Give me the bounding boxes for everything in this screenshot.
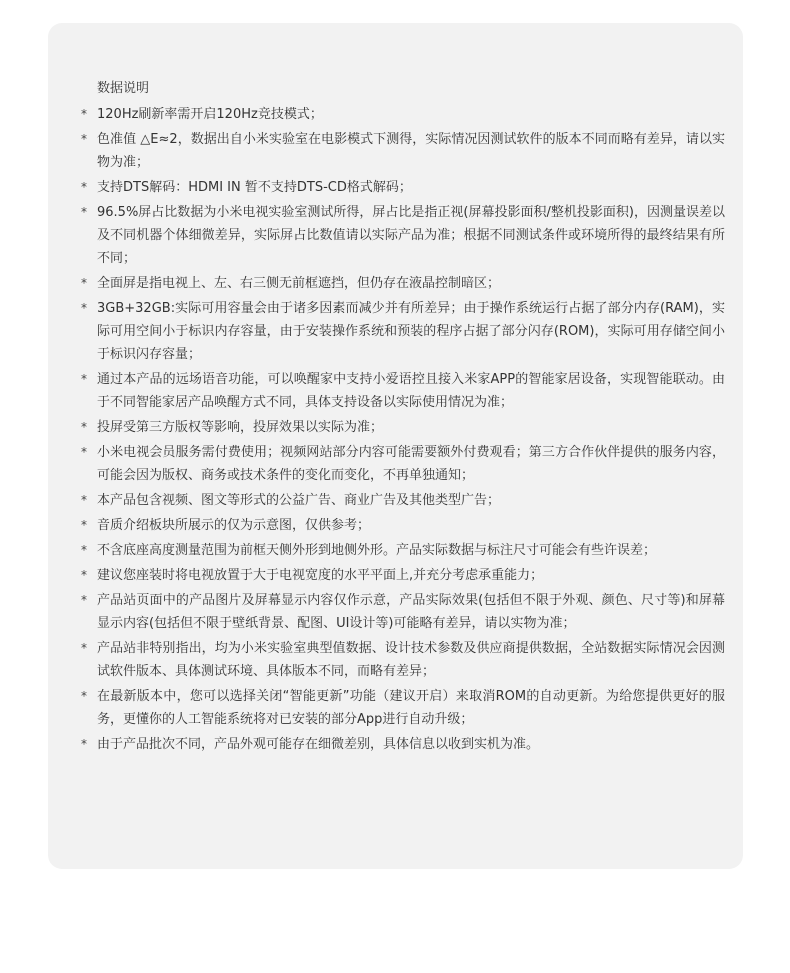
note-text: 产品站非特别指出，均为小米实验室典型值数据、设计技术参数及供应商提供数据，全站数据实际情况会因测试软件版本、具体测试环境、具体版本不同，而略有差异； — [97, 641, 725, 679]
bullet-asterisk: * — [81, 493, 87, 507]
note-item — [81, 103, 725, 126]
note-text: 产品站页面中的产品图片及屏幕显示内容仅作示意，产品实际效果(包括但不限于外观、颜色、尺寸等)和屏幕显示内容(包括但不限于壁纸背景、配图、UI设计等)可能略有差异，请以实物为准； — [97, 593, 725, 631]
note-text: 支持DTS解码：HDMI IN 暂不支持DTS-CD格式解码； — [97, 180, 412, 195]
bullet-asterisk: * — [81, 445, 87, 459]
note-item — [81, 176, 725, 199]
note-item — [81, 128, 725, 174]
note-item — [81, 637, 725, 683]
bullet-asterisk: * — [81, 641, 87, 655]
note-text: 投屏受第三方版权等影响，投屏效果以实际为准； — [97, 420, 384, 435]
notes-list — [81, 103, 725, 756]
bullet-asterisk: * — [81, 301, 87, 315]
note-item — [81, 416, 725, 439]
bullet-asterisk: * — [81, 543, 87, 557]
bullet-asterisk: * — [81, 276, 87, 290]
note-text: 在最新版本中，您可以选择关闭“智能更新”功能（建议开启）来取消ROM的自动更新。为给您提供更好的服务，更懂你的人工智能系统将对已安装的部分App进行自动升级； — [97, 689, 725, 727]
note-item — [81, 514, 725, 537]
bullet-asterisk: * — [81, 737, 87, 751]
note-item — [81, 489, 725, 512]
note-item — [81, 733, 725, 756]
note-text: 通过本产品的远场语音功能，可以唤醒家中支持小爱语控且接入米家APP的智能家居设备，实现智能联动。由于不同智能家居产品唤醒方式不同，具体支持设备以实际使用情况为准； — [97, 372, 725, 410]
note-text: 小米电视会员服务需付费使用；视频网站部分内容可能需要额外付费观看；第三方合作伙伴提供的服务内容，可能会因为版权、商务或技术条件的变化而变化，不再单独通知； — [97, 445, 725, 483]
note-text: 96.5%屏占比数据为小米电视实验室测试所得，屏占比是指正视(屏幕投影面积/整机投影面积)，因测量误差以及不同机器个体细微差异，实际屏占比数值请以实际产品为准；根据不同测试条件或环境所得的最终结果有所不同； — [97, 205, 725, 266]
section-title: 数据说明 — [97, 81, 150, 96]
bullet-asterisk: * — [81, 372, 87, 386]
note-item — [81, 201, 725, 270]
bullet-asterisk: * — [81, 689, 87, 703]
note-item — [81, 539, 725, 562]
note-text: 120Hz刷新率需开启120Hz竞技模式； — [97, 107, 323, 122]
note-text: 不含底座高度测量范围为前框天侧外形到地侧外形。产品实际数据与标注尺寸可能会有些许误差； — [97, 543, 657, 558]
note-text: 本产品包含视频、图文等形式的公益广告、商业广告及其他类型广告； — [97, 493, 501, 508]
data-notes-card — [48, 23, 743, 869]
note-item — [81, 589, 725, 635]
note-text: 音质介绍板块所展示的仅为示意图，仅供参考； — [97, 518, 371, 533]
note-item — [81, 272, 725, 295]
note-text: 3GB+32GB:实际可用容量会由于诸多因素而减少并有所差异；由于操作系统运行占据了部分内存(RAM)，实际可用空间小于标识内存容量，由于安装操作系统和预装的程序占据了部分闪存(ROM)，实际可用存储空间小于标识闪存容量； — [97, 301, 725, 362]
note-text: 全面屏是指电视上、左、右三侧无前框遮挡，但仍存在液晶控制暗区； — [97, 276, 501, 291]
bullet-asterisk: * — [81, 593, 87, 607]
bullet-asterisk: * — [81, 107, 87, 121]
bullet-asterisk: * — [81, 518, 87, 532]
note-item — [81, 441, 725, 487]
note-item — [81, 297, 725, 366]
note-item — [81, 368, 725, 414]
note-text: 由于产品批次不同，产品外观可能存在细微差别，具体信息以收到实机为准。 — [97, 737, 540, 752]
bullet-asterisk: * — [81, 205, 87, 219]
bullet-asterisk: * — [81, 568, 87, 582]
bullet-asterisk: * — [81, 180, 87, 194]
bullet-asterisk: * — [81, 132, 87, 146]
note-item — [81, 564, 725, 587]
note-text: 建议您座装时将电视放置于大于电视宽度的水平平面上,并充分考虑承重能力； — [97, 568, 544, 583]
note-text: 色准值 △E≈2，数据出自小米实验室在电影模式下测得，实际情况因测试软件的版本不同而略有差异，请以实物为准； — [97, 132, 725, 170]
note-item — [81, 685, 725, 731]
bullet-asterisk: * — [81, 420, 87, 434]
